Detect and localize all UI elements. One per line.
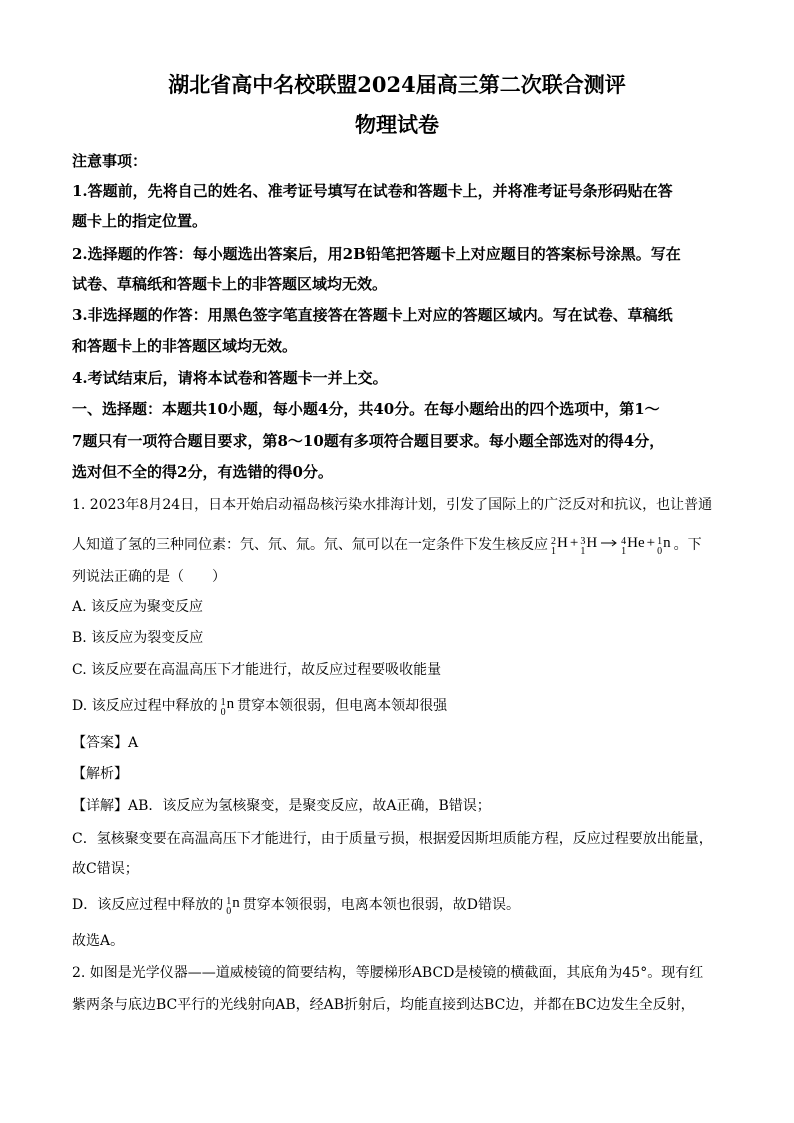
- detail-line: [72, 894, 520, 922]
- detail-line: 【详解】AB．该反应为氢核聚变，是聚变反应，故A正确，B错误；: [72, 798, 491, 814]
- element-symbol: n: [663, 535, 671, 551]
- mass-number: 1: [657, 536, 663, 547]
- neutron-symbol: [221, 693, 235, 721]
- atomic-number: 1: [621, 546, 627, 557]
- atomic-number: 0: [657, 546, 663, 557]
- conclusion-line: 故选A。: [72, 933, 125, 949]
- question-1-text-part: 人知道了氢的三种同位素：氕、氘、氚。氘、氚可以在一定条件下发生核反应: [72, 537, 548, 553]
- option-d-part: 贯穿本领很弱，但电离本领却很强: [237, 698, 448, 714]
- section-instructions: 选对但不全的得2分，有选错的得0分。: [72, 463, 333, 481]
- detail-part: 贯穿本领很弱，电离本领也很弱，故D错误。: [242, 897, 520, 913]
- question-1-text: [72, 534, 702, 562]
- notice-line: 题卡上的指定位置。: [72, 212, 208, 230]
- element-symbol: He: [627, 535, 645, 551]
- notice-line: 试卷、草稿纸和答题卡上的非答题区域均无效。: [72, 275, 388, 293]
- option-d-part: D. 该反应过程中释放的: [72, 698, 218, 714]
- nuclide-deuterium: [551, 532, 568, 560]
- mass-number: 1: [220, 697, 226, 708]
- option-d: [72, 695, 447, 723]
- question-2-text: 紫两条与底边BC平行的光线射向AB，经AB折射后，均能直接到达BC边，并都在BC边发生全反射，: [72, 997, 695, 1013]
- notice-heading: 注意事项：: [72, 152, 148, 170]
- section-instructions: 7题只有一项符合题目要求，第8～10题有多项符合题目要求。每小题全部选对的得4分，: [72, 432, 665, 450]
- plus-sign: +: [646, 535, 656, 551]
- notice-line: 4.考试结束后，请将本试卷和答题卡一并上交。: [72, 369, 388, 387]
- detail-line: C．氢核聚变要在高温高压下才能进行，由于质量亏损，根据爱因斯坦质能方程，反应过程要放出能量，: [72, 831, 713, 847]
- notice-line: 2.选择题的作答：每小题选出答案后，用2B铅笔把答题卡上对应题目的答案标号涂黑。写在: [72, 245, 681, 263]
- element-symbol: H: [557, 535, 568, 551]
- mass-number: 1: [226, 896, 232, 907]
- analysis-heading: 【解析】: [72, 766, 128, 782]
- element-symbol: n: [226, 696, 235, 712]
- question-1-text: 1. 2023年8月24日，日本开始启动福岛核污染水排海计划，引发了国际上的广泛反对和抗议，也让普通: [72, 497, 713, 513]
- plus-sign: +: [569, 535, 579, 551]
- nuclide-helium: [621, 532, 645, 560]
- atomic-number: 0: [226, 906, 232, 917]
- exam-title: 湖北省高中名校联盟2024届高三第二次联合测评: [168, 72, 626, 97]
- mass-number: 3: [580, 536, 586, 547]
- nuclide-tritium: [580, 532, 597, 560]
- mass-number: 2: [551, 536, 556, 547]
- option-c: C. 该反应要在高温高压下才能进行，故反应过程要吸收能量: [72, 662, 442, 678]
- question-1-text-part: 。下: [673, 537, 702, 553]
- option-a: A. 该反应为聚变反应: [72, 599, 204, 615]
- question-1-text: 列说法正确的是（ ）: [72, 569, 226, 585]
- element-symbol: n: [232, 895, 240, 911]
- section-instructions: 一、选择题：本题共10小题，每小题4分，共40分。在每小题给出的四个选项中，第1～: [72, 400, 660, 418]
- answer-line: 【答案】A: [72, 735, 139, 751]
- notice-line: 和答题卡上的非答题区域均无效。: [72, 337, 298, 355]
- element-symbol: H: [586, 535, 598, 551]
- exam-subject: 物理试卷: [355, 112, 439, 137]
- atomic-number: 0: [220, 707, 226, 718]
- mass-number: 4: [621, 536, 627, 547]
- notice-line: 3.非选择题的作答：用黑色签字笔直接答在答题卡上对应的答题区域内。写在试卷、草稿纸: [72, 306, 673, 324]
- reaction-arrow-icon: [601, 532, 617, 554]
- atomic-number: 1: [551, 546, 556, 557]
- detail-part: D．该反应过程中释放的: [72, 897, 224, 913]
- nuclide-neutron: [657, 532, 671, 560]
- neutron-symbol: [226, 892, 240, 920]
- notice-line: 1.答题前，先将自己的姓名、准考证号填写在试卷和答题卡上，并将准考证号条形码贴在答: [72, 182, 673, 200]
- question-2-text: 2. 如图是光学仪器——道威棱镜的简要结构，等腰梯形ABCD是棱镜的横截面，其底角为45°。现有红: [72, 965, 704, 981]
- detail-line: 故C错误；: [72, 861, 139, 877]
- atomic-number: 1: [580, 546, 586, 557]
- nuclear-equation: [551, 532, 671, 560]
- option-b: B. 该反应为裂变反应: [72, 630, 204, 646]
